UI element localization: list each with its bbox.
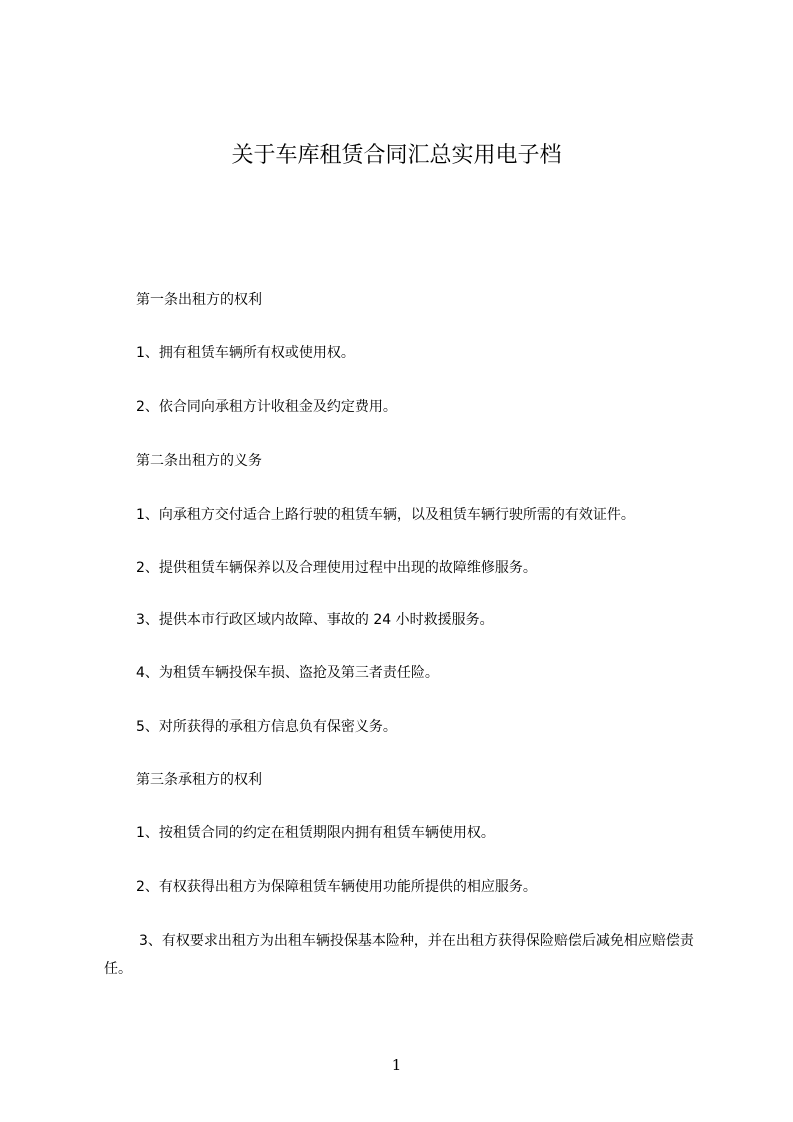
paragraph: 1、向承租方交付适合上路行驶的租赁车辆，以及租赁车辆行驶所需的有效证件。 <box>136 507 635 523</box>
paragraph: 1、按租赁合同的约定在租赁期限内拥有租赁车辆使用权。 <box>136 825 495 841</box>
paragraph: 3、有权要求出租方为出租车辆投保基本险种，并在出租方获得保险赔偿后减免相应赔偿责任。 <box>104 933 694 977</box>
paragraph: 2、提供租赁车辆保养以及合理使用过程中出现的故障维修服务。 <box>136 560 537 576</box>
paragraph: 4、为租赁车辆投保车损、盗抢及第三者责任险。 <box>136 665 439 681</box>
document-title: 关于车库租赁合同汇总实用电子档 <box>231 143 562 168</box>
section-heading-lessor-obligations: 第二条出租方的义务 <box>136 453 262 469</box>
paragraph: 3、提供本市行政区域内故障、事故的 24 小时救援服务。 <box>136 612 494 628</box>
section-heading-lessee-rights: 第三条承租方的权利 <box>136 772 262 788</box>
paragraph: 1、拥有租赁车辆所有权或使用权。 <box>136 345 355 361</box>
page-number: 1 <box>391 1056 402 1074</box>
paragraph: 5、对所获得的承租方信息负有保密义务。 <box>136 719 397 735</box>
paragraph: 2、有权获得出租方为保障租赁车辆使用功能所提供的相应服务。 <box>136 879 537 895</box>
paragraph: 2、依合同向承租方计收租金及约定费用。 <box>136 399 397 415</box>
section-heading-lessor-rights: 第一条出租方的权利 <box>136 292 262 308</box>
